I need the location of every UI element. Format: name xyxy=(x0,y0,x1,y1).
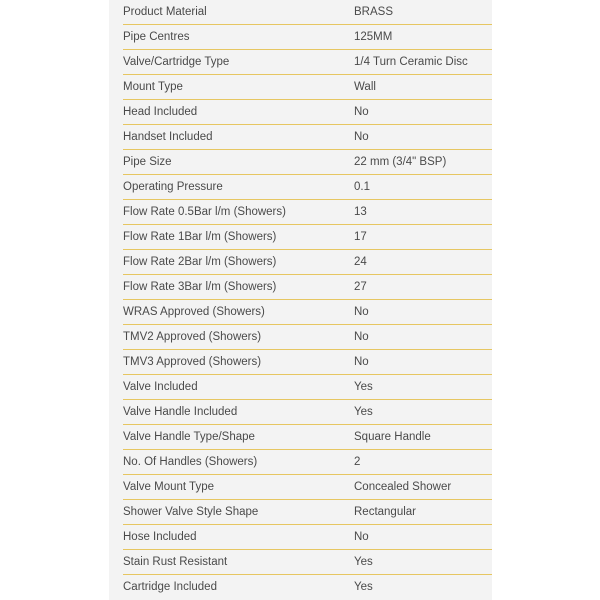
spec-value: 0.1 xyxy=(354,181,370,193)
spec-value: 13 xyxy=(354,206,367,218)
spec-label: Stain Rust Resistant xyxy=(123,556,228,568)
spec-value: 24 xyxy=(354,256,367,268)
spec-row-handset-included xyxy=(123,125,492,150)
spec-value: 1/4 Turn Ceramic Disc xyxy=(354,56,468,68)
spec-row-mount-type xyxy=(123,75,492,100)
spec-row-no-of-handles xyxy=(123,450,492,475)
spec-row-product-material xyxy=(123,0,492,25)
spec-row-flow-rate-2bar xyxy=(123,250,492,275)
spec-label: Mount Type xyxy=(123,81,183,93)
spec-label: WRAS Approved (Showers) xyxy=(123,306,265,318)
spec-row-operating-pressure xyxy=(123,175,492,200)
spec-label: Handset Included xyxy=(123,131,213,143)
spec-value: 125MM xyxy=(354,31,393,43)
spec-label: TMV2 Approved (Showers) xyxy=(123,331,262,343)
spec-value: No xyxy=(354,306,369,318)
spec-label: Flow Rate 2Bar l/m (Showers) xyxy=(123,256,277,268)
spec-row-shower-valve-style-shape xyxy=(123,500,492,525)
spec-label: Valve Included xyxy=(123,381,198,393)
spec-row-stain-rust-resistant xyxy=(123,550,492,575)
spec-label: Valve Mount Type xyxy=(123,481,214,493)
spec-label: Pipe Centres xyxy=(123,31,190,43)
spec-row-pipe-centres xyxy=(123,25,492,50)
spec-row-valve-included xyxy=(123,375,492,400)
spec-label: Valve Handle Included xyxy=(123,406,238,418)
spec-value: Wall xyxy=(354,81,376,93)
spec-value: BRASS xyxy=(354,6,393,18)
spec-row-flow-rate-1bar xyxy=(123,225,492,250)
spec-label: Head Included xyxy=(123,106,198,118)
spec-value: No xyxy=(354,331,369,343)
spec-row-cartridge-included xyxy=(123,575,492,599)
spec-label: Valve Handle Type/Shape xyxy=(123,431,255,443)
spec-row-flow-rate-0-5bar xyxy=(123,200,492,225)
spec-row-valve-handle-type xyxy=(123,425,492,450)
spec-value: Yes xyxy=(354,556,373,568)
spec-value: No xyxy=(354,131,369,143)
spec-value: Yes xyxy=(354,381,373,393)
spec-label: Valve/Cartridge Type xyxy=(123,56,230,68)
spec-value: No xyxy=(354,106,369,118)
spec-label: Cartridge Included xyxy=(123,581,217,593)
spec-label: Flow Rate 1Bar l/m (Showers) xyxy=(123,231,277,243)
spec-row-valve-handle-included xyxy=(123,400,492,425)
spec-label: Flow Rate 3Bar l/m (Showers) xyxy=(123,281,277,293)
spec-label: Hose Included xyxy=(123,531,197,543)
spec-label: Pipe Size xyxy=(123,156,172,168)
spec-value: Concealed Shower xyxy=(354,481,452,493)
specifications-panel xyxy=(109,0,492,600)
spec-value: Square Handle xyxy=(354,431,431,443)
spec-value: No xyxy=(354,531,369,543)
spec-value: 27 xyxy=(354,281,367,293)
spec-label: Shower Valve Style Shape xyxy=(123,506,259,518)
spec-label: Flow Rate 0.5Bar l/m (Showers) xyxy=(123,206,286,218)
spec-row-hose-included xyxy=(123,525,492,550)
spec-row-wras-approved xyxy=(123,300,492,325)
spec-value: 22 mm (3/4" BSP) xyxy=(354,156,447,168)
spec-value: 2 xyxy=(354,456,361,468)
spec-label: Product Material xyxy=(123,6,207,18)
spec-row-valve-cartridge-type xyxy=(123,50,492,75)
spec-value: Rectangular xyxy=(354,506,417,518)
specifications-table xyxy=(123,0,492,599)
spec-label: No. Of Handles (Showers) xyxy=(123,456,258,468)
spec-row-flow-rate-3bar xyxy=(123,275,492,300)
spec-row-head-included xyxy=(123,100,492,125)
spec-value: Yes xyxy=(354,581,373,593)
spec-row-pipe-size xyxy=(123,150,492,175)
spec-value: No xyxy=(354,356,369,368)
spec-row-tmv3-approved xyxy=(123,350,492,375)
spec-row-valve-mount-type xyxy=(123,475,492,500)
spec-label: Operating Pressure xyxy=(123,181,223,193)
spec-value: Yes xyxy=(354,406,373,418)
spec-label: TMV3 Approved (Showers) xyxy=(123,356,262,368)
spec-row-tmv2-approved xyxy=(123,325,492,350)
spec-value: 17 xyxy=(354,231,367,243)
